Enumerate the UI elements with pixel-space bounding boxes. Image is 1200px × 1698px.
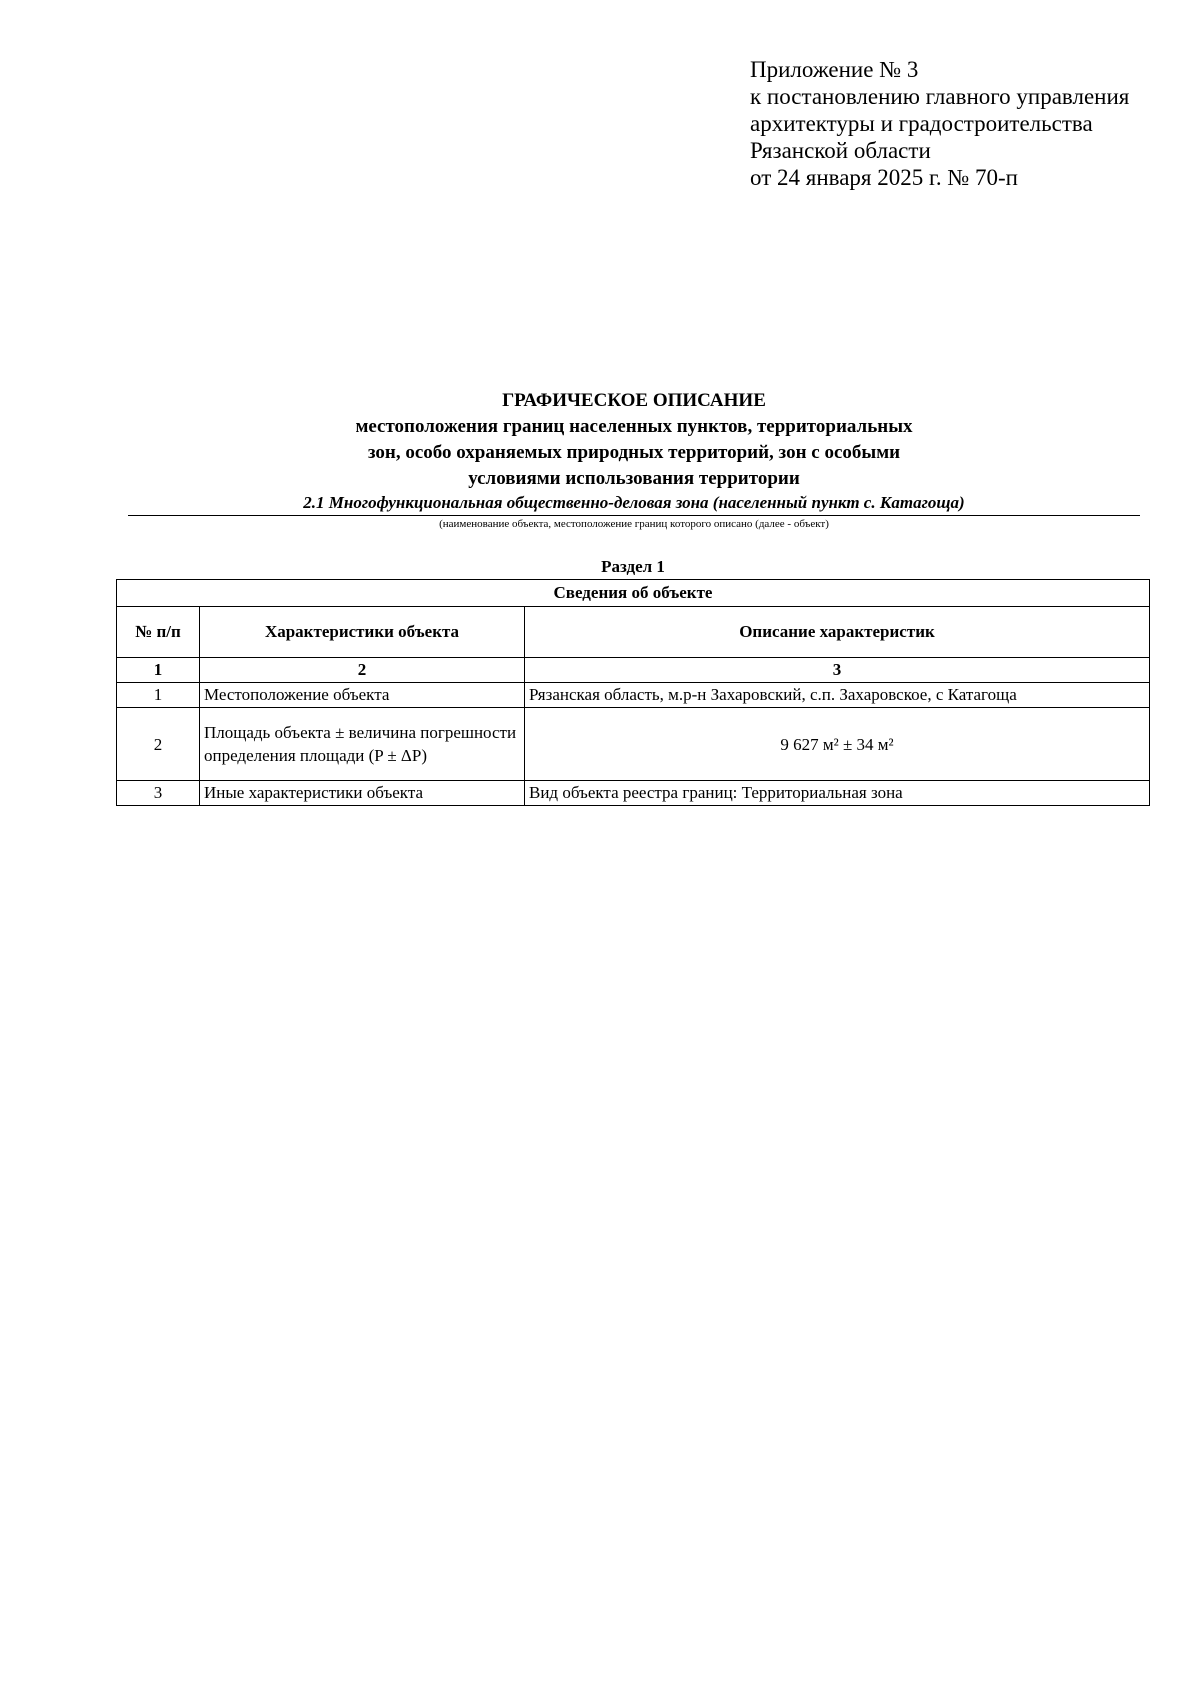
appendix-line: Рязанской области — [750, 138, 931, 163]
appendix-line: к постановлению главного управления — [750, 84, 1130, 109]
appendix-line: от 24 января 2025 г. № 70-п — [750, 165, 1018, 190]
header-characteristic: Характеристики объекта — [200, 607, 525, 658]
row-num: 2 — [117, 708, 200, 781]
row-num: 1 — [117, 683, 200, 708]
object-name: 2.1 Многофункциональная общественно-деловая зона (населенный пункт с. Катагоща) — [128, 492, 1140, 516]
document-subtitle-line: условиями использования территории — [468, 468, 800, 489]
row-characteristic: Иные характеристики объекта — [200, 781, 525, 806]
column-index: 2 — [200, 658, 525, 683]
document-title-block — [128, 388, 1140, 532]
document-subtitle-line: зон, особо охраняемых природных территорий, зон с особыми — [367, 442, 901, 463]
row-description: 9 627 м² ± 34 м² — [525, 708, 1150, 781]
appendix-header — [750, 56, 1129, 191]
column-index: 1 — [117, 658, 200, 683]
header-description: Описание характеристик — [525, 607, 1150, 658]
table-row — [117, 708, 1150, 781]
table-row — [117, 781, 1150, 806]
column-index: 3 — [525, 658, 1150, 683]
table-row — [117, 683, 1150, 708]
appendix-line: архитектуры и градостроительства — [750, 111, 1093, 136]
header-num: № п/п — [117, 607, 200, 658]
row-characteristic: Местоположение объекта — [200, 683, 525, 708]
table-caption: Сведения об объекте — [117, 580, 1150, 607]
document-subtitle-line: местоположения границ населенных пунктов, территориальных — [355, 416, 913, 437]
section-title: Раздел 1 — [601, 557, 665, 576]
row-description: Рязанская область, м.р-н Захаровский, с.п. Захаровское, с Катагоща — [525, 683, 1150, 708]
object-info-table — [116, 579, 1150, 806]
appendix-line: Приложение № 3 — [750, 57, 919, 82]
object-name-note: (наименование объекта, местоположение границ которого описано (далее - объект) — [439, 518, 829, 530]
document-title: ГРАФИЧЕСКОЕ ОПИСАНИЕ — [502, 390, 766, 411]
row-description: Вид объекта реестра границ: Территориальная зона — [525, 781, 1150, 806]
row-characteristic: Площадь объекта ± величина погрешности определения площади (P ± ΔP) — [200, 708, 525, 781]
row-num: 3 — [117, 781, 200, 806]
